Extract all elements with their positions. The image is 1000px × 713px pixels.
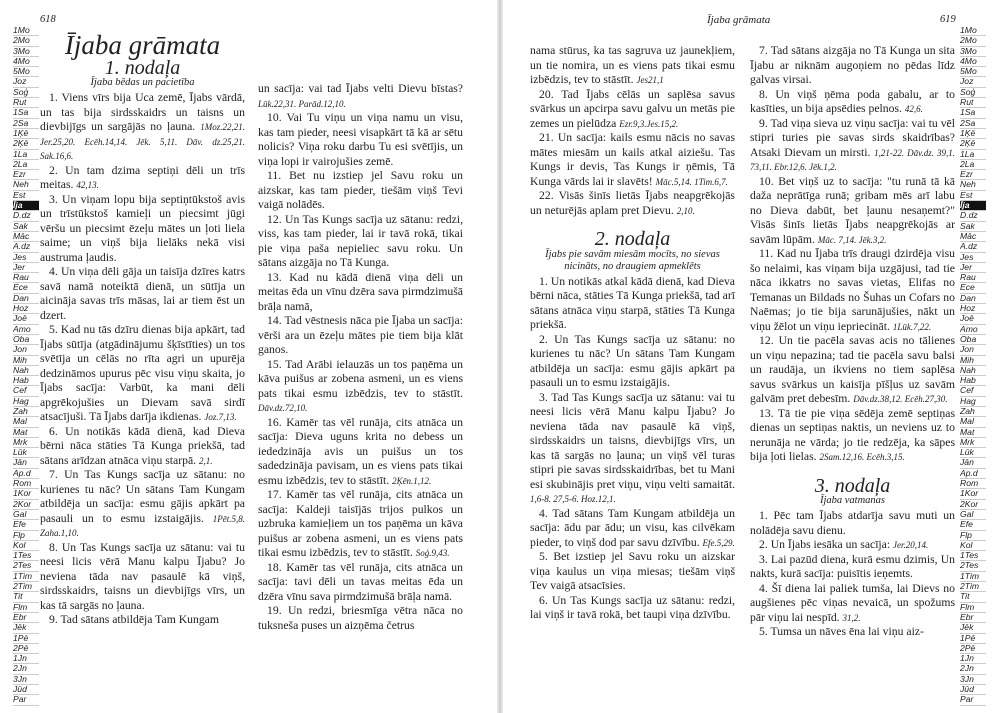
- verse-text: 2. Un Ījabs iesāka un sacīja:: [759, 538, 891, 551]
- verse-paragraph: [750, 582, 955, 626]
- verse-list: [258, 82, 463, 633]
- book-tab[interactable]: 2Sa: [960, 119, 986, 129]
- verse-text: 8. Un Tas Kungs sacīja uz sātanu: vai tu neesi licis vērā Manu kalpu Ījabu? Jo neviena tāda nav pasaulē kā viņš, sirdsskaidrs, taisns un dievbijīgs vīrs, un kas tā sargās no ļauna.: [40, 540, 245, 612]
- book-tab[interactable]: 1Jn: [13, 654, 39, 664]
- verse-paragraph: [750, 509, 955, 538]
- book-tab[interactable]: 1Ķē: [13, 129, 39, 139]
- book-tab[interactable]: Tit: [960, 592, 986, 602]
- verse-paragraph: [258, 213, 463, 271]
- verse-paragraph: [530, 131, 735, 189]
- verse-text: 1. Un notikās atkal kādā dienā, kad Dieva bērni nāca, stāties Tā Kunga priekšā, tad arī sātans atnāca viņu starpā, stāties Tā Kunga priekšā.: [530, 274, 735, 331]
- book-tab[interactable]: 2Mo: [13, 36, 39, 46]
- book-tab[interactable]: Ece: [13, 283, 39, 293]
- cross-reference: 42,13.: [76, 180, 99, 190]
- verse-text: 7. Un Tas Kungs sacīja uz sātanu: no kurienes tu nāc? Un sātans Tam Kungam atbildēja un sacīja: esmu gājis apkārt pa pasauli un to esmu izstaigājis.: [40, 468, 245, 525]
- book-tab[interactable]: 2Mo: [960, 36, 986, 46]
- book-tab[interactable]: Nah: [13, 366, 39, 376]
- book-tab[interactable]: Mat: [13, 428, 39, 438]
- book-tab[interactable]: 3Mo: [13, 47, 39, 57]
- book-tab[interactable]: 2La: [960, 160, 986, 170]
- verse-text: 3. Lai pazūd diena, kurā esmu dzimis, Un nakts, kurā sacīja: puisītis ieņemts.: [750, 552, 955, 580]
- verse-paragraph: [258, 82, 463, 111]
- book-tab[interactable]: Sak: [960, 222, 986, 232]
- book-tab[interactable]: Ebr: [960, 613, 986, 623]
- book-tab[interactable]: Jūd: [960, 685, 986, 695]
- cross-reference: Māc. 7,14. Jēk.3,2.: [817, 234, 887, 245]
- book-tab[interactable]: Jer: [13, 263, 39, 273]
- verse-list: [750, 44, 955, 465]
- verse-list: [530, 275, 735, 623]
- left-column-2: [258, 82, 463, 633]
- book-tab[interactable]: 1Ķē: [960, 129, 986, 139]
- verse-paragraph: [40, 613, 245, 628]
- verse-text: 7. Tad sātans aizgāja no Tā Kunga un sita Ījabu ar niknām augoņiem no pēdas līdz galvas virsai.: [750, 44, 955, 86]
- verse-paragraph: [530, 550, 735, 594]
- verse-text: 3. Un viņam lopu bija septiņtūkstoš avis un trīstūkstoš kamieļi un piecsimt jūgi vēršu un piecsimt ēzeļu mātes un ļoti liela saime; un viņš bija lielāks nekā visi austruma ļaudis.: [40, 192, 245, 264]
- verse-paragraph: [258, 561, 463, 605]
- verse-paragraph: [530, 88, 735, 132]
- verse-text: 10. Vai Tu viņu un viņa namu un visu, kas tam pieder, neesi visapkārt tā kā ar sētu nolicis? Viņa roku darbu Tu esi svētījis, un viņa lopi ir vairojušies zemē.: [258, 111, 463, 168]
- book-tab[interactable]: 2La: [13, 160, 39, 170]
- verse-paragraph: [750, 625, 955, 640]
- cross-reference: 42,6.: [904, 104, 923, 114]
- book-tab[interactable]: Tit: [13, 592, 39, 602]
- cross-reference: Soģ.9,43.: [415, 548, 450, 558]
- verse-list: [750, 509, 955, 640]
- book-tab[interactable]: Par: [13, 695, 39, 705]
- verse-paragraph: [258, 416, 463, 489]
- cross-reference: 2Ķēn.1,12.: [392, 475, 432, 486]
- book-tab[interactable]: Rom: [13, 479, 39, 489]
- book-tab[interactable]: Ezr: [960, 170, 986, 180]
- verse-text: 9. Tad viņa sieva uz viņu sacīja: vai tu vēl stipri turies pie savas sirds skaidrības? Atsaki Dievam un mirsti.: [750, 116, 955, 159]
- verse-paragraph: [750, 175, 955, 248]
- book-tab[interactable]: 1La: [13, 150, 39, 160]
- book-index-tabs-right: [960, 26, 986, 706]
- book-tab[interactable]: Māc: [13, 232, 39, 242]
- verse-text: 4. Šī diena lai paliek tumša, lai Dievs no augšienes pēc viņas nevaicā, un spožums pār viņu lai nespīd.: [750, 581, 955, 624]
- book-tab[interactable]: 5Mo: [960, 67, 986, 77]
- verse-paragraph: [750, 44, 955, 88]
- verse-list: [40, 91, 245, 628]
- verse-paragraph: [530, 44, 735, 88]
- chapter-heading: 3. nodaļa: [814, 474, 891, 497]
- book-tab[interactable]: 2Pē: [960, 644, 986, 654]
- book-tab[interactable]: D.dz: [960, 211, 986, 221]
- cross-reference: Lūk.22,31. Parād.12,10.: [258, 98, 346, 109]
- chapter-subtitle: Ījabs pie savām miesām mocīts, no sievas nicināts, no draugiem apmeklēts: [545, 248, 720, 272]
- cross-reference: Jer.20,14.: [893, 540, 929, 550]
- book-tab[interactable]: Flm: [13, 603, 39, 613]
- verse-text: 2. Un Tas Kungs sacīja uz sātanu: no kurienes tu nāc? Un sātans Tam Kungam atbildēja un sacīja: esmu gājis apkārt pa pasauli un to esmu izstaigājis.: [530, 332, 735, 389]
- left-column-1: [40, 30, 245, 628]
- verse-text: nama stūrus, ka tas sagruva uz jaunekļiem, un tie nomira, un es viens pats tikai esmu izbēdzis, tev to stāstīt.: [530, 44, 735, 86]
- cross-reference: 2,1.: [199, 455, 213, 466]
- book-tab[interactable]: 1La: [960, 150, 986, 160]
- book-tab[interactable]: Zah: [960, 407, 986, 417]
- book-tab[interactable]: 1Pē: [960, 634, 986, 644]
- verse-paragraph: [530, 507, 735, 551]
- verse-text: 13. Kad nu kādā dienā viņa dēli un meitas ēda un vīnu dzēra sava pirmdzimušā brāļa namā,: [258, 270, 463, 313]
- book-tab[interactable]: Cef: [13, 386, 39, 396]
- book-tab[interactable]: Lūk: [960, 448, 986, 458]
- verse-paragraph: [258, 604, 463, 633]
- book-tab[interactable]: 1Jn: [960, 654, 986, 664]
- book-tab[interactable]: Sak: [13, 222, 39, 232]
- book-tab[interactable]: Amo: [13, 325, 39, 335]
- book-tab[interactable]: 1Tim: [960, 572, 986, 582]
- verse-text: 12. Un tie pacēla savas acis no tālienes un viņu nepazina; tad tie pacēla savu balsi un raudāja, un ikviens no tiem saplēsa savus svārkus un kaisīja pīšļus uz savām galvām pret debesīm.: [750, 334, 955, 405]
- verse-text: 3. Tad Tas Kungs sacīja uz sātanu: vai tu neesi licis vērā Manu kalpu Ījabu? Jo neviena tāda nav pasaulē kā viņš, sirdsskaidrs un taisns, dievbijīgs vīrs, un kas tā sargās no ļauna; un viņš vēl turas stipri pie savas sirdsskaidrības, bet tu Mani esi skubinājis pret viņu, viņu velti samaitāt.: [530, 390, 735, 491]
- book-tab[interactable]: Jēk: [13, 623, 39, 633]
- book-tab[interactable]: 1Pē: [13, 634, 39, 644]
- book-tab[interactable]: 4Mo: [13, 57, 39, 67]
- cross-reference: 1Lūk.7,22.: [892, 321, 932, 332]
- verse-paragraph: [750, 538, 955, 553]
- book-tab[interactable]: 4Mo: [960, 57, 986, 67]
- book-tab[interactable]: Hoz: [960, 304, 986, 314]
- book-tab[interactable]: Soģ: [960, 88, 986, 98]
- book-tab[interactable]: Gal: [960, 510, 986, 520]
- cross-reference: 1Moz.22,21. Jer.25,20. Ecēh.14,14. Jēk. 5,11. Dāv. dz.25,21. Sak.16,6.: [40, 122, 246, 161]
- book-tab[interactable]: Zah: [13, 407, 39, 417]
- book-tab[interactable]: Rut: [13, 98, 39, 108]
- book-tab[interactable]: Flm: [960, 603, 986, 613]
- verse-text: 1. Viens vīrs bija Uca zemē, Ījabs vārdā, un tas bija sirdsskaidrs un taisns un dievbijīgs un sargājās no ļauna.: [40, 91, 245, 133]
- verse-text: 14. Tad vēstnesis nāca pie Ījaba un sacīja: vērši ara un ēzeļu mātes pie tiem bija klāt ganos.: [258, 314, 463, 356]
- chapter-subtitle: Ījaba bēdas un pacietība: [90, 77, 195, 88]
- verse-text: 5. Tumsa un nāves ēna lai viņu aiz-: [759, 625, 924, 638]
- book-tab[interactable]: Flp: [13, 531, 39, 541]
- right-column-2: [750, 44, 955, 640]
- verse-paragraph: [750, 407, 955, 465]
- running-head: Ījaba grāmata: [707, 14, 771, 26]
- book-tab[interactable]: Cef: [960, 386, 986, 396]
- verse-text: 17. Kamēr tas vēl runāja, cits atnāca un sacīja: Kaldeji taisījās trijos pulkos un uzbruka kamieļiem un tos paņēma un kāva puišus ar zobena asmeni, un es viens pats tikai esmu izbēdzis, tev to stāstīt.: [258, 488, 463, 559]
- chapter-heading: 2. nodaļa: [594, 228, 671, 250]
- book-tab[interactable]: 1Mo: [13, 26, 39, 36]
- verse-text: 19. Un redzi, briesmīga vētra nāca no tuksneša puses un aizņēma četrus: [258, 604, 463, 632]
- verse-text: un sacīja: vai tad Ījabs velti Dievu bīstas?: [258, 82, 463, 95]
- book-tab[interactable]: Oba: [13, 335, 39, 345]
- book-title: Ījaba grāmata: [64, 30, 221, 60]
- book-tab[interactable]: Hag: [13, 397, 39, 407]
- verse-text: 5. Bet izstiep jel Savu roku un aizskar viņa kaulus un viņa miesas; tiešām viņš Tev vaigā atsacīsies.: [530, 550, 735, 592]
- verse-paragraph: [750, 553, 955, 582]
- cross-reference: Jes21,1: [636, 75, 664, 85]
- book-tab[interactable]: Neh: [13, 180, 39, 190]
- book-tab[interactable]: D.dz: [13, 211, 39, 221]
- verse-paragraph: [530, 275, 735, 333]
- verse-list: [530, 44, 735, 218]
- book-tab[interactable]: Est: [960, 191, 986, 201]
- verse-text: 15. Tad Arābi ielauzās un tos paņēma un kāva puišus ar zobena asmeni, un es viens pats tikai esmu izbēdzis, tev to stāstīt.: [258, 357, 463, 400]
- book-tab[interactable]: Jes: [13, 253, 39, 263]
- book-tab[interactable]: Amo: [960, 325, 986, 335]
- book-tab[interactable]: Oba: [960, 335, 986, 345]
- book-tab[interactable]: 1Tes: [13, 551, 39, 561]
- verse-text: 21. Un sacīja: kails esmu nācis no savas mātes miesām un kails atkal aiziešu. Tas Kungs ir devis, Tas Kungs ir ņēmis, Tā Kunga vārds lai ir slavēts!: [530, 131, 735, 188]
- book-tab[interactable]: Joē: [13, 314, 39, 324]
- book-tab[interactable]: 1Tim: [13, 572, 39, 582]
- book-tab[interactable]: Jon: [13, 345, 39, 355]
- book-tab[interactable]: Hag: [960, 397, 986, 407]
- verse-text: 4. Tad sātans Tam Kungam atbildēja un sacīja: ādu par ādu; un visu, kas cilvēkam pieder, to viņš dod par savu dzīvību.: [530, 506, 735, 549]
- book-tab[interactable]: 2Tim: [13, 582, 39, 592]
- book-tab[interactable]: Jes: [960, 253, 986, 263]
- verse-text: 10. Bet viņš uz to sacīja: "tu runā tā kā daža neprātīga runā; gribam mēs arī labu no Dieva dabūt, bet ļaunu nesaņemt?" Visās šinīs lietās Ījabs neapgrēkojās ar savām lūpām.: [750, 174, 955, 246]
- book-tab[interactable]: Kol: [960, 541, 986, 551]
- book-tab[interactable]: 2Tes: [960, 561, 986, 571]
- book-tab[interactable]: 2Kor: [960, 500, 986, 510]
- cross-reference: Ezr.9,3.Jes.15,2.: [619, 118, 679, 129]
- cross-reference: 1,21-22. Dāv.dz. 39,1. 73,11. Ebr.12,6. Jēk.1,2.: [750, 147, 955, 172]
- book-tab[interactable]: 3Jn: [13, 675, 39, 685]
- book-tab[interactable]: 2Jn: [13, 664, 39, 674]
- verse-text: 6. Un Tas Kungs sacīja uz sātanu: redzi, lai viņš ir tavā rokā, bet taupi viņa dzīvību.: [530, 593, 735, 621]
- book-tab[interactable]: Īja: [13, 201, 39, 211]
- verse-paragraph: [530, 189, 735, 218]
- verse-paragraph: [40, 91, 245, 164]
- verse-paragraph: [40, 541, 245, 614]
- verse-text: 13. Tā tie pie viņa sēdēja zemē septiņas dienas un septiņas naktis, un neviens uz to nerunāja ne vārda; jo tie redzēja, ka sāpes bija ļoti lielas.: [750, 406, 955, 463]
- book-tab[interactable]: Jer: [960, 263, 986, 273]
- book-tab[interactable]: 2Tim: [960, 582, 986, 592]
- cross-reference: 1,6-8. 27,5-6. Hoz.12,1.: [530, 494, 616, 504]
- book-tab[interactable]: 3Mo: [960, 47, 986, 57]
- book-tab[interactable]: 2Ķē: [960, 139, 986, 149]
- book-tab[interactable]: Mal: [960, 417, 986, 427]
- book-tab[interactable]: Hab: [960, 376, 986, 386]
- verse-paragraph: [530, 333, 735, 391]
- cross-reference: Māc.5,14. 1Tim.6,7.: [655, 176, 728, 187]
- verse-paragraph: [40, 164, 245, 193]
- book-tab[interactable]: Mih: [13, 356, 39, 366]
- book-tab[interactable]: Rut: [960, 98, 986, 108]
- book-tab[interactable]: Mal: [13, 417, 39, 427]
- book-tab[interactable]: Nah: [960, 366, 986, 376]
- book-tab[interactable]: 2Sa: [13, 119, 39, 129]
- book-tab[interactable]: Mrk: [960, 438, 986, 448]
- book-tab[interactable]: A.dz: [960, 242, 986, 252]
- verse-text: 20. Tad Ījabs cēlās un saplēsa savus svārkus un apcirpa savu galvu un metās pie zemes un pielūdza: [530, 87, 735, 130]
- book-tab[interactable]: Mat: [960, 428, 986, 438]
- book-tab[interactable]: Hoz: [13, 304, 39, 314]
- book-tab[interactable]: 2Tes: [13, 561, 39, 571]
- cross-reference: Joz.7,13.: [204, 412, 237, 422]
- book-tab[interactable]: 2Pē: [13, 644, 39, 654]
- verse-paragraph: [258, 314, 463, 358]
- book-tab[interactable]: Ap.d: [13, 469, 39, 479]
- cross-reference: 2Sam.12,16. Ecēh.3,15.: [819, 452, 905, 462]
- verse-paragraph: [530, 594, 735, 623]
- book-tab[interactable]: 2Kor: [13, 500, 39, 510]
- book-tab[interactable]: Māc: [960, 232, 986, 242]
- verse-paragraph: [40, 323, 245, 425]
- book-tab[interactable]: 3Jn: [960, 675, 986, 685]
- book-tab[interactable]: 1Mo: [960, 26, 986, 36]
- book-tab[interactable]: Ap.d: [960, 469, 986, 479]
- verse-paragraph: [750, 247, 955, 334]
- right-page: [500, 0, 1000, 713]
- book-tab[interactable]: 5Mo: [13, 67, 39, 77]
- book-tab[interactable]: Rau: [13, 273, 39, 283]
- book-tab[interactable]: Neh: [960, 180, 986, 190]
- verse-text: 16. Kamēr tas vēl runāja, cits atnāca un sacīja: Dieva uguns krita no debess un iededzināja avis un puišus un tos sadedzināja pavisam, un es viens pats tikai esmu izbēdzis, tev to stāstīt.: [258, 415, 463, 487]
- book-tab[interactable]: 2Jn: [960, 664, 986, 674]
- book-tab[interactable]: 1Kor: [960, 489, 986, 499]
- book-tab[interactable]: Efe: [13, 520, 39, 530]
- book-tab[interactable]: Īja: [960, 201, 986, 211]
- book-tab[interactable]: Dan: [960, 294, 986, 304]
- verse-text: 2. Un tam dzima septiņi dēli un trīs meitas.: [40, 163, 245, 191]
- cross-reference: Dāv.dz.72,10.: [258, 403, 308, 413]
- book-tab[interactable]: Dan: [13, 294, 39, 304]
- book-tab[interactable]: Est: [13, 191, 39, 201]
- chapter-heading: 1. nodaļa: [104, 56, 181, 79]
- verse-text: 5. Kad nu tās dzīru dienas bija apkārt, tad Ījabs sūtīja (atgādinājumu šķīstīties) un tos svētīja un cēlās no rīta agri un upurēja dedzināmos upurus pēc visu viņu skaita, jo Ījabs sacīja: Varbūt, ka mani dēli apgrēkojušies un Dievam savā sirdī atsacījuši. Tā Ījabs darīja ikdienas.: [40, 323, 245, 423]
- book-tab[interactable]: Soģ: [13, 88, 39, 98]
- book-tab[interactable]: Joē: [960, 314, 986, 324]
- book-tab[interactable]: Efe: [960, 520, 986, 530]
- verse-text: 6. Un notikās kādā dienā, kad Dieva bērni nāca stāties Tā Kunga priekšā, tad sātans arīdzan atnāca viņu starpā.: [40, 424, 245, 467]
- cross-reference: Dāv.dz.38,12. Ecēh.27,30.: [853, 394, 948, 404]
- verse-text: 8. Un viņš ņēma poda gabalu, ar to kasīties, un bija apsēdies pelnos.: [750, 87, 955, 115]
- verse-paragraph: [258, 169, 463, 213]
- cross-reference: Efe.5,29.: [702, 537, 735, 548]
- book-tab[interactable]: Mih: [960, 356, 986, 366]
- cross-reference: 2,10.: [676, 205, 695, 216]
- verse-paragraph: [750, 334, 955, 407]
- book-tab[interactable]: Lūk: [13, 448, 39, 458]
- page-number: 618: [40, 14, 56, 25]
- book-tab[interactable]: Jon: [960, 345, 986, 355]
- book-tab[interactable]: Jān: [13, 458, 39, 468]
- book-tab[interactable]: Ezr: [13, 170, 39, 180]
- chapter-subtitle: Ījaba vatmanas: [819, 495, 886, 506]
- book-tab[interactable]: Jūd: [13, 685, 39, 695]
- verse-paragraph: [40, 265, 245, 323]
- right-column-1: [530, 44, 735, 623]
- verse-paragraph: [530, 391, 735, 507]
- book-tab[interactable]: Ece: [960, 283, 986, 293]
- verse-paragraph: [750, 117, 955, 175]
- verse-text: 22. Visās šinīs lietās Ījabs neapgrēkojās un neturējās aplam pret Dievu.: [530, 189, 735, 217]
- page-number: 619: [940, 14, 956, 25]
- verse-paragraph: [40, 425, 245, 469]
- book-tab[interactable]: Mrk: [13, 438, 39, 448]
- verse-paragraph: [258, 271, 463, 315]
- verse-paragraph: [750, 88, 955, 117]
- book-tab[interactable]: Ebr: [13, 613, 39, 623]
- book-tab[interactable]: Par: [960, 695, 986, 705]
- verse-text: 4. Un viņa dēli gāja un taisīja dzīres katrs savā namā noteiktā dienā, un sūtīja un aicināja savas trīs māsas, lai ar tiem ēst un dzert.: [40, 265, 245, 322]
- book-tab[interactable]: 1Tes: [960, 551, 986, 561]
- book-tab[interactable]: Rom: [960, 479, 986, 489]
- verse-paragraph: [258, 358, 463, 416]
- book-tab[interactable]: 1Sa: [960, 108, 986, 118]
- book-tab[interactable]: Gal: [13, 510, 39, 520]
- book-tab[interactable]: Joz: [13, 77, 39, 87]
- cross-reference: 1Pēt.5,8. Zaha.1,10.: [40, 513, 245, 538]
- book-tab[interactable]: 1Kor: [13, 489, 39, 499]
- verse-text: 11. Kad nu Ījaba trīs draugi dzirdēja visu šo nelaimi, kas viņam bija uzgājusi, tad tie nāca ikkatrs no savas vietas, Elifas no Temanas un Bildads no Šuhas un Cofars no Naēmas; jo tie bija sarunājušies, nākt un viņu žēlot un viņu iepriecināt.: [750, 247, 955, 333]
- verse-text: 12. Un Tas Kungs sacīja uz sātanu: redzi, viss, kas tam pieder, lai ir tavā rokā, tikai pie viņa paša nepieliec savu roku. Un sātans aizgāja no Tā Kunga.: [258, 212, 463, 269]
- verse-text: 9. Tad sātans atbildēja Tam Kungam: [49, 613, 219, 626]
- book-tab[interactable]: Flp: [960, 531, 986, 541]
- book-tab[interactable]: A.dz: [13, 242, 39, 252]
- book-tab[interactable]: Joz: [960, 77, 986, 87]
- book-tab[interactable]: Jān: [960, 458, 986, 468]
- book-tab[interactable]: Hab: [13, 376, 39, 386]
- book-tab[interactable]: Jēk: [960, 623, 986, 633]
- book-tab[interactable]: Kol: [13, 541, 39, 551]
- verse-paragraph: [40, 468, 245, 541]
- verse-text: 18. Kamēr tas vēl runāja, cits atnāca un sacīja: tavi dēli un tavas meitas ēda un dzēra vīnu sava pirmdzimušā brāļa namā.: [258, 560, 463, 603]
- book-tab[interactable]: 1Sa: [13, 108, 39, 118]
- verse-paragraph: [258, 488, 463, 561]
- verse-paragraph: [258, 111, 463, 169]
- cross-reference: 31,2.: [842, 612, 861, 623]
- book-tab[interactable]: 2Ķē: [13, 139, 39, 149]
- verse-paragraph: [40, 193, 245, 266]
- verse-text: 11. Bet nu izstiep jel Savu roku un aizskar, kas tam pieder, tiešām viņš Tevi vaigā nolādēs.: [258, 169, 463, 211]
- book-index-tabs-left: [13, 26, 39, 706]
- book-tab[interactable]: Rau: [960, 273, 986, 283]
- verse-text: 1. Pēc tam Ījabs atdarīja savu muti un nolādēja savu dienu.: [750, 509, 955, 537]
